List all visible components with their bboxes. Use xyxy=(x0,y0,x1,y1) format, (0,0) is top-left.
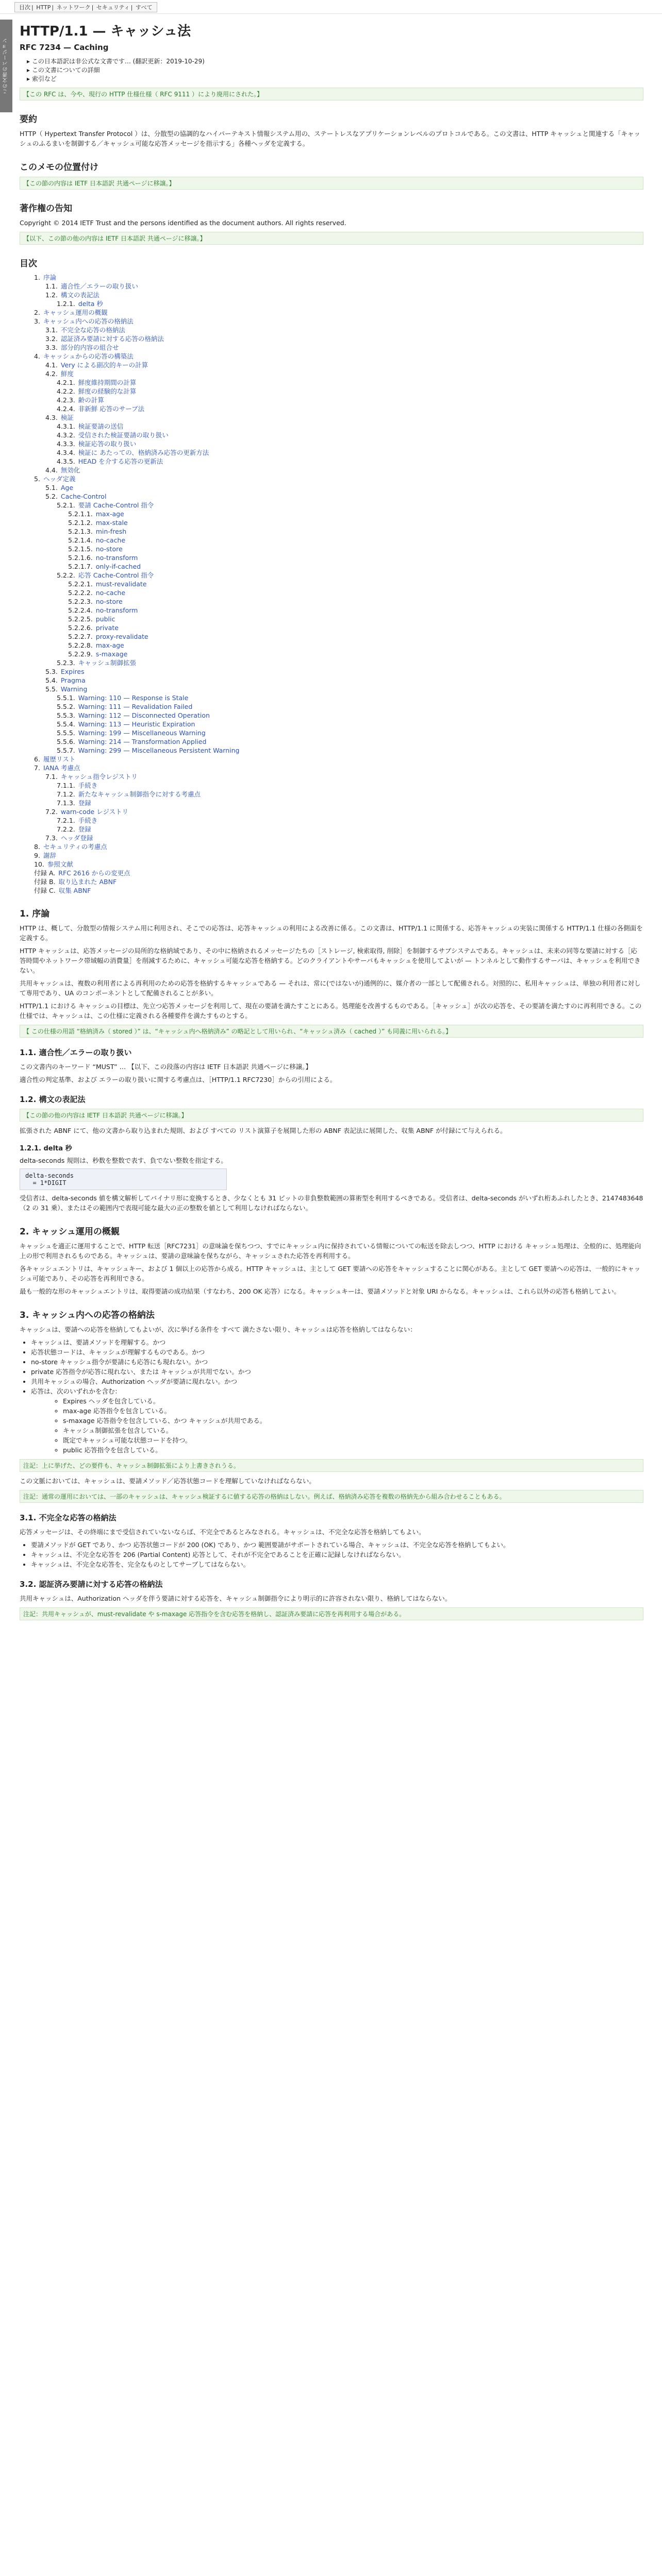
toc-link[interactable]: public xyxy=(95,615,115,623)
toc-number: 5.2.1.5. xyxy=(68,545,93,553)
s31-list xyxy=(31,1540,643,1569)
s121-p: delta-seconds 規則は、秒数を整数で表す、負でない整数を指定する。 xyxy=(20,1157,227,1164)
toc-number: 3.2. xyxy=(45,335,58,343)
toc-item[interactable] xyxy=(20,282,643,291)
s32-heading: 3.2. 認証済み要請に対する応答の格納法 xyxy=(20,1580,163,1589)
toc-item[interactable] xyxy=(20,667,643,676)
toc-item[interactable] xyxy=(20,518,643,527)
toc-item[interactable] xyxy=(20,772,643,781)
toc-number: 10. xyxy=(34,860,44,868)
toc-number: 5.2.2.6. xyxy=(68,624,93,632)
toc-link[interactable]: 認証済み要請に対する応答の格納法 xyxy=(60,335,164,343)
s32-note: 注記：共用キャッシュが、must-revalidate や s-maxage 応答指令を含む応答を格納し、認証済み要請に応答を再利用する場合がある。 xyxy=(20,1607,643,1620)
toc-item[interactable] xyxy=(20,343,643,352)
toc-number: 8. xyxy=(34,843,40,851)
toc-item[interactable] xyxy=(20,334,643,343)
list-item: • 要請メソッドが GET であり、かつ 応答状態コードが 200 (OK) であり、かつ 範囲要請がサポートされている場合、キャッシュは、不完全な応答を格納してもよい。 xyxy=(31,1540,643,1550)
toc-item[interactable] xyxy=(20,615,643,623)
toc-link[interactable]: 構文の表記法 xyxy=(60,291,100,299)
toc-item[interactable] xyxy=(20,545,643,553)
toc-item[interactable] xyxy=(20,413,643,422)
toc-link[interactable]: Warning: 113 — Heuristic Expiration xyxy=(78,720,195,728)
toc-number: 5.5.1. xyxy=(57,694,75,702)
toc-link[interactable]: 新たなキャッシュ制御指令に対する考慮点 xyxy=(78,790,201,798)
abstract-heading: 要約 xyxy=(20,114,37,125)
toc-item[interactable] xyxy=(20,781,643,790)
toc-link[interactable]: ヘッダ登録 xyxy=(60,834,93,842)
toc-number: 3.3. xyxy=(45,344,58,351)
toc-number: 5.5.4. xyxy=(57,720,75,728)
toc-item[interactable] xyxy=(20,378,643,387)
toc-heading: 目次 xyxy=(20,259,37,269)
toc-item[interactable] xyxy=(20,711,643,720)
toc-item[interactable] xyxy=(20,536,643,545)
toc-item[interactable] xyxy=(20,501,643,510)
toc-item[interactable] xyxy=(20,869,643,877)
s12-note: 【この節の他の内容は IETF 日本語訳 共通ページに移譲。】 xyxy=(20,1109,643,1122)
toc-number: 4.4. xyxy=(45,466,58,474)
toc-link[interactable]: max-age xyxy=(95,510,124,518)
toc-number: 5.2.1. xyxy=(57,501,75,509)
s1-p3: 共用キャッシュは、複数の利用者による再利用のための応答を格納するキャッシュである — それは、常に(ではないが)通例的に、媒介者の一部として配備される。対照的に、私用キャッシュは、単独の利用者に対して専用であり、UA のコンポーネントとして配備されることが多い。 xyxy=(20,979,641,997)
toc-number: 5.2.2.5. xyxy=(68,615,93,623)
toc-number: 5.5.3. xyxy=(57,711,75,719)
toc-item[interactable] xyxy=(20,606,643,615)
toc-number: 4.3. xyxy=(45,414,58,421)
toc-link[interactable]: 検証 xyxy=(60,414,74,421)
toc-number: 1.2.1. xyxy=(57,300,75,308)
toc-item[interactable] xyxy=(20,834,643,842)
s3-p2: この文脈においては、キャッシュは、要請メソッド／応答状態コードを理解していなければならない。 xyxy=(20,1477,316,1485)
toc-link[interactable]: must-revalidate xyxy=(95,580,147,588)
s1-p2: HTTP キャッシュは、応答メッセージの局所的な格納域であり、その中に格納されるメッセージたちの［ストレージ, 検索取得, 削除］を制御するサブシステムである。キャッシュは、未来の同等な要請に対する［応答時間やネットワーク帯域幅の消費量］を削減するために、キャッシュ可能な応答を格納する。どのクライアントやサーバもキャッシュを使用してよいが — トンネルとして動作するサーバは、キャッシュを利用できない。 xyxy=(20,947,641,974)
list-item: • 応答状態コードは、キャッシュが理解するものである。かつ xyxy=(31,1347,643,1357)
toc-link[interactable]: Warning: 299 — Miscellaneous Persistent Warning xyxy=(78,747,240,754)
table-of-contents xyxy=(20,273,643,895)
toc-link[interactable]: 検証に あたっての、格納済み応答の更新方法 xyxy=(78,449,209,456)
toc-number: 5.2.2.7. xyxy=(68,633,93,640)
toc-number: 5.2.3. xyxy=(57,659,75,667)
abnf-block: delta-seconds = 1*DIGIT xyxy=(20,1168,227,1190)
toc-number: 5.2.1.3. xyxy=(68,528,93,535)
toc-link[interactable]: キャッシュ指令レジストリ xyxy=(60,773,138,781)
toc-item[interactable] xyxy=(20,352,643,361)
toc-item[interactable] xyxy=(20,764,643,772)
toc-link[interactable]: 非新鮮 応答のサーブ法 xyxy=(78,405,145,413)
toc-item[interactable] xyxy=(20,860,643,869)
list-item: • キャッシュは、不完全な応答を 206 (Partial Content) 応答として、それが不完全であることを正確に記録しなければならない。 xyxy=(31,1550,643,1560)
toc-link[interactable]: Warning: 112 — Disconnected Operation xyxy=(78,711,210,719)
list-item: ◦ max-age 応答指令を包含している。 xyxy=(63,1406,643,1416)
toc-number: 4.2. xyxy=(45,370,58,378)
toc-number: 5.2.1.1. xyxy=(68,510,93,518)
toc-item[interactable] xyxy=(20,492,643,501)
toc-link[interactable]: Expires xyxy=(60,668,85,675)
list-item: • キャッシュは、不完全な応答を、完全なものとしてサーブしてはならない。 xyxy=(31,1560,643,1569)
toc-item[interactable] xyxy=(20,457,643,466)
toc-number: 5.5.2. xyxy=(57,703,75,710)
toc-link[interactable]: 適合性／エラーの取り扱い xyxy=(60,282,138,290)
meta-translation[interactable]: ▸ この日本語訳は非公式な文書です… (翻訳更新：2019-10-29) xyxy=(27,58,205,65)
page-subtitle: RFC 7234 — Caching xyxy=(20,43,109,52)
s32-p: 共用キャッシュは、Authorization ヘッダを伴う要請に対する応答を、キャッシュ制御指令により明示的に許容されない限り、格納してはならない。 xyxy=(20,1595,452,1602)
toc-link[interactable]: 部分的内容の組合せ xyxy=(60,344,119,351)
toc-item[interactable] xyxy=(20,632,643,641)
toc-link[interactable]: no-store xyxy=(95,598,123,605)
toc-number: 7.1.3. xyxy=(57,799,75,807)
toc-number: 1.2. xyxy=(45,291,58,299)
toc-item[interactable] xyxy=(20,799,643,807)
toc-item[interactable] xyxy=(20,422,643,431)
toc-link[interactable]: ヘッダ定義 xyxy=(43,475,76,483)
toc-number: 5.2. xyxy=(45,493,58,500)
s3-p: キャッシュは、要請への応答を格納してもよいが、次に挙げる条件を すべて 満たさない限り、キャッシュは応答を格納してはならない： xyxy=(20,1326,417,1333)
list-item: • 共用キャッシュの場合、Authorization ヘッダが要請に現れない。かつ xyxy=(31,1377,643,1386)
toc-number: 7.1. xyxy=(45,773,58,781)
toc-number: 9. xyxy=(34,852,40,859)
toc-item[interactable] xyxy=(20,291,643,299)
toc-number: 4.2.1. xyxy=(57,379,75,386)
toc-link[interactable]: 不完全な応答の格納法 xyxy=(60,326,125,334)
toc-number: 5.2.2.9. xyxy=(68,650,93,658)
toc-item[interactable] xyxy=(20,474,643,483)
toc-number: 4.3.1. xyxy=(57,422,75,430)
toc-link[interactable]: Cache-Control xyxy=(60,493,107,500)
toc-item[interactable] xyxy=(20,816,643,825)
toc-number: 5.2.1.6. xyxy=(68,554,93,562)
toc-number: 5.2.2.3. xyxy=(68,598,93,605)
meta-index[interactable]: ▸ 索引など xyxy=(27,75,57,82)
toc-link[interactable]: キャッシュからの応答の構築法 xyxy=(43,352,134,360)
toc-number: 7.1.1. xyxy=(57,782,75,789)
toc-link[interactable]: no-cache xyxy=(95,536,126,544)
toc-link[interactable]: no-cache xyxy=(95,589,126,597)
toc-link[interactable]: no-transform xyxy=(95,554,138,562)
toc-number: 1. xyxy=(34,274,40,281)
toc-item[interactable] xyxy=(20,685,643,693)
toc-link[interactable]: only-if-cached xyxy=(95,563,141,570)
toc-item[interactable] xyxy=(20,650,643,658)
top-nav xyxy=(0,0,662,14)
toc-number: 5. xyxy=(34,475,40,483)
s12-p: 拡張された ABNF にて、他の文書から取り込まれた規則、および すべての リスト演算子を展開した形の ABNF 表記法に展開した、収集 ABNF が付録にて与えられる。 xyxy=(20,1127,507,1134)
s121-heading: 1.2.1. delta 秒 xyxy=(20,1145,72,1153)
toc-number: 5.5.5. xyxy=(57,729,75,737)
toc-item[interactable] xyxy=(20,326,643,334)
toc-item[interactable] xyxy=(20,387,643,396)
s1-note: 【 この仕様の用語 “格納済み（ stored ）” は、“キャッシュ内へ格納済み” の略記として用いられ、“キャッシュ済み（ cached ）” も同義に用いられる。】 xyxy=(20,1025,643,1038)
toc-link[interactable]: RFC 2616 からの変更点 xyxy=(58,869,130,877)
toc-number: 付録 B. xyxy=(34,878,56,886)
toc-link[interactable]: 齢の計算 xyxy=(78,396,104,404)
toc-number: 4.2.4. xyxy=(57,405,75,413)
toc-number: 4.1. xyxy=(45,361,58,369)
toc-number: 4.3.5. xyxy=(57,457,75,465)
toc-link[interactable]: IANA 考慮点 xyxy=(43,764,80,772)
toc-link[interactable]: 鮮度維持期間の計算 xyxy=(78,379,137,386)
crumb-all[interactable]: すべて xyxy=(135,4,153,11)
toc-number: 4.2.3. xyxy=(57,396,75,404)
toc-item[interactable] xyxy=(20,658,643,667)
toc-link[interactable]: 登録 xyxy=(78,825,91,833)
toc-item[interactable] xyxy=(20,369,643,378)
toc-item[interactable] xyxy=(20,439,643,448)
copyright-note: 【以下、この節の他の内容は IETF 日本語訳 共通ページに移譲。】 xyxy=(20,232,643,245)
s121-p2: 受信者は、delta-seconds 値を構文解析してバイナリ形に変換するとき、少なくとも 31 ビットの非負整数範囲の算術型を利用するべきである。受信者は、delta-seconds がいずれ桁あふれしたとき、2147483648（2 の 31 乗）、またはその範囲内で表現可能な最大の正の整数を値として利用しなければならない。 xyxy=(20,1194,643,1212)
toc-number: 2. xyxy=(34,309,40,316)
toc-number: 4.3.2. xyxy=(57,431,75,439)
toc-number: 5.5. xyxy=(45,685,58,693)
toc-link[interactable]: Warning: 111 — Revalidation Failed xyxy=(78,703,193,710)
list-item: ◦ キャッシュ制御拡張を包含している。 xyxy=(63,1426,643,1435)
toc-number: 7.2.1. xyxy=(57,817,75,824)
toc-number: 3. xyxy=(34,317,40,325)
s3-note2: 注記：通常の運用においては、一部のキャッシュは、キャッシュ検証するに値する応答の格納はしない。例えば、格納済み応答を複数の格納先から組み合わせることもある。 xyxy=(20,1490,643,1503)
toc-item[interactable] xyxy=(20,676,643,685)
meta-details[interactable]: ▸ この文書についての詳細 xyxy=(27,66,100,74)
toc-link[interactable]: Age xyxy=(60,484,74,492)
toc-item[interactable] xyxy=(20,790,643,799)
toc-item[interactable] xyxy=(20,702,643,711)
toc-item[interactable] xyxy=(20,737,643,746)
toc-link[interactable]: delta 秒 xyxy=(78,300,103,308)
toc-item[interactable] xyxy=(20,396,643,404)
breadcrumb[interactable]: 目次 | HTTP | ネットワーク | セキュリティ | すべて xyxy=(14,2,157,12)
toc-link[interactable]: no-transform xyxy=(95,606,138,614)
toc-link[interactable]: 手続き xyxy=(78,817,98,824)
toc-number: 5.2.2.1. xyxy=(68,580,93,588)
toc-link[interactable]: 検証要請の送信 xyxy=(78,422,124,430)
list-item: • no-store キャッシュ指令が要請にも応答にも現れない。かつ xyxy=(31,1357,643,1367)
toc-number: 5.1. xyxy=(45,484,58,492)
s3-list xyxy=(31,1337,643,1455)
toc-item[interactable] xyxy=(20,728,643,737)
toc-item[interactable] xyxy=(20,299,643,308)
toc-number: 5.2.2.4. xyxy=(68,606,93,614)
toc-link[interactable]: 登録 xyxy=(78,799,91,807)
page-title: HTTP/1.1 — キャッシュ法 xyxy=(20,24,191,39)
toc-item[interactable] xyxy=(20,448,643,457)
toc-number: 4.3.3. xyxy=(57,440,75,448)
toc-number: 6. xyxy=(34,755,40,763)
list-item: • 応答は、次のいずれかを含む： xyxy=(31,1386,643,1396)
list-item: • キャッシュは、要請メソッドを理解する。かつ xyxy=(31,1337,643,1347)
toc-number: 5.5.6. xyxy=(57,738,75,745)
toc-item[interactable] xyxy=(20,361,643,369)
toc-number: 付録 C. xyxy=(34,887,56,894)
toc-link[interactable]: 序論 xyxy=(43,274,56,281)
toc-link[interactable]: キャッシュ運用の概観 xyxy=(43,309,108,316)
toc-link[interactable]: Warning: 110 — Response is Stale xyxy=(78,694,189,702)
toc-number: 4. xyxy=(34,352,40,360)
toc-item[interactable] xyxy=(20,623,643,632)
s3-note: 注記：上に挙げた、どの要件も、キャッシュ制御拡張により上書きされうる。 xyxy=(20,1459,643,1472)
toc-item[interactable] xyxy=(20,466,643,474)
toc-number: 4.3.4. xyxy=(57,449,75,456)
toc-number: 5.2.1.4. xyxy=(68,536,93,544)
s11-p: この文書内のキーワード “MUST” … 【以下、この段落の内容は IETF 日本語訳 共通ページに移譲。】 xyxy=(20,1063,312,1071)
s2-heading: 2. キャッシュ運用の概観 xyxy=(20,1227,120,1237)
toc-item[interactable] xyxy=(20,886,643,895)
toc-item[interactable] xyxy=(20,641,643,650)
toc-number: 3.1. xyxy=(45,326,58,334)
s1-p4: HTTP/1.1 における キャッシュの目標は、先立つ応答メッセージを利用して、現在の要請を満たすことにある。処理能を改善するものである。［キャッシュ］が次の応答を、その要請を満たすのに再利用できる。この仕様では、キャッシュは、この仕様に定義される各種要件を満たすものとする。 xyxy=(20,1002,642,1020)
toc-item[interactable] xyxy=(20,693,643,702)
toc-link[interactable]: Warning: 199 — Miscellaneous Warning xyxy=(78,729,206,737)
s12-heading: 1.2. 構文の表記法 xyxy=(20,1095,86,1104)
toc-link[interactable]: 鮮度の経験的な計算 xyxy=(78,387,137,395)
toc-number: 5.2.2.8. xyxy=(68,641,93,649)
toc-item[interactable] xyxy=(20,510,643,518)
toc-number: 5.5.7. xyxy=(57,747,75,754)
crumb-network[interactable]: ネットワーク xyxy=(56,4,91,11)
toc-item[interactable] xyxy=(20,580,643,588)
toc-item[interactable] xyxy=(20,308,643,317)
list-item: ◦ Expires ヘッダを包含している。 xyxy=(63,1396,643,1406)
document xyxy=(20,21,643,1624)
toc-number: 5.3. xyxy=(45,668,58,675)
list-item: ◦ s-maxage 応答指令を包含している、かつ キャッシュが共用である。 xyxy=(63,1416,643,1426)
toc-link[interactable]: 鮮度 xyxy=(60,370,74,378)
toc-number: 7.2.2. xyxy=(57,825,75,833)
abstract-text: HTTP（ Hypertext Transfer Protocol ）は、分散型の協調的なハイパーテキスト情報システム用の、ステートレスなアプリケーションレベルのプロトコルである。この文書は、HTTP キャッシュと関連する「キャッシュのふるまいを制御する／キャッシュ可能な応答メッセージを指示する」各種ヘッダを定義する。 xyxy=(20,130,641,147)
list-item: ◦ 既定でキャッシュ可能な状態コードを持つ。 xyxy=(63,1435,643,1445)
s2-p2: 各キャッシュエントリは、キャッシュキー、および 1 個以上の応答から成る。HTTP キャッシュは、主として GET 要請への応答をキャッシュすることに関心がある。主として GET 要請への応答は、一般的にキャッシュ可能であり、その応答を再利用できる。 xyxy=(20,1265,641,1282)
toc-link[interactable]: 受信された検証要請の取り扱い xyxy=(78,431,169,439)
copyright-heading: 著作権の告知 xyxy=(20,204,72,214)
s31-heading: 3.1. 不完全な応答の格納法 xyxy=(20,1513,117,1522)
toc-number: 7.2. xyxy=(45,808,58,816)
toc-item[interactable] xyxy=(20,571,643,580)
toc-link[interactable]: 履歴リスト xyxy=(43,755,76,763)
status-heading: このメモの位置付け xyxy=(20,162,98,173)
toc-number: 7.1.2. xyxy=(57,790,75,798)
toc-link[interactable]: 無効化 xyxy=(60,466,80,474)
toc-link[interactable]: HEAD を介する応答の更新法 xyxy=(78,457,163,465)
s3-heading: 3. キャッシュ内への応答の格納法 xyxy=(20,1310,155,1320)
toc-item[interactable] xyxy=(20,317,643,326)
toc-item[interactable] xyxy=(20,720,643,728)
toc-item[interactable] xyxy=(20,404,643,413)
toc-link[interactable]: 応答 Cache-Control 指令 xyxy=(78,571,154,579)
toc-item[interactable] xyxy=(20,877,643,886)
toc-item[interactable] xyxy=(20,562,643,571)
toc-link[interactable]: proxy-revalidate xyxy=(95,633,148,640)
toc-link[interactable]: max-age xyxy=(95,641,124,649)
toc-link[interactable]: s-maxage xyxy=(95,650,128,658)
meta-list xyxy=(27,57,643,83)
toc-number: 7. xyxy=(34,764,40,772)
toc-number: 5.4. xyxy=(45,676,58,684)
toc-link[interactable]: Warning: 214 — Transformation Applied xyxy=(78,738,207,745)
status-note: 【この節の内容は IETF 日本語訳 共通ページに移譲。】 xyxy=(20,177,643,190)
toc-number: 5.2.1.7. xyxy=(68,563,93,570)
crumb-security[interactable]: セキュリティ xyxy=(96,4,130,11)
s1-heading: 1. 序論 xyxy=(20,909,50,919)
toc-item[interactable] xyxy=(20,825,643,834)
toc-link[interactable]: Warning xyxy=(60,685,88,693)
toc-item[interactable] xyxy=(20,483,643,492)
toc-link[interactable]: セキュリティの考慮点 xyxy=(43,843,107,851)
toc-number: 1.1. xyxy=(45,282,58,290)
toc-link[interactable]: no-store xyxy=(95,545,123,553)
toc-number: 7.3. xyxy=(45,834,58,842)
toc-item[interactable] xyxy=(20,597,643,606)
s31-p: 応答メッセージは、その終端にまで受信されていないならば、不完全であるとみなされる。キャッシュは、不完全な応答を格納してもよい。 xyxy=(20,1528,425,1536)
toc-item[interactable] xyxy=(20,842,643,851)
toc-item[interactable] xyxy=(20,851,643,860)
copyright-text: Copyright © 2014 IETF Trust and the persons identified as the document authors. All rights reserved. xyxy=(20,219,346,227)
toc-link[interactable]: private xyxy=(95,624,119,632)
list-item: • private 応答指令が応答に現れない、または キャッシュが共用でない。かつ xyxy=(31,1367,643,1377)
toc-link[interactable]: 要請 Cache-Control 指令 xyxy=(78,501,154,509)
toc-link[interactable]: Pragma xyxy=(60,676,86,684)
toc-item[interactable] xyxy=(20,431,643,439)
s11-p2: 適合性の判定基準、および エラーの取り扱いに関する考慮点は、［HTTP/1.1 RFC7230］からの引用による。 xyxy=(20,1076,337,1083)
toc-number: 5.2.2.2. xyxy=(68,589,93,597)
toc-link[interactable]: warn-code レジストリ xyxy=(60,808,129,816)
crumb-toc[interactable]: 目次 xyxy=(19,4,30,11)
toc-link[interactable]: 手続き xyxy=(78,782,98,789)
s11-heading: 1.1. 適合性／エラーの取り扱い xyxy=(20,1048,132,1057)
toc-link[interactable]: キャッシュ制御拡張 xyxy=(78,659,137,667)
toc-number: 5.2.2. xyxy=(57,571,75,579)
toc-item[interactable] xyxy=(20,755,643,764)
s2-p3: 最も一般的な形のキャッシュエントリは、取得要請の成功結果（すなわち、200 OK 応答）になる。キャッシュキーは、要請メソッドと対象 URI からなる。キャッシュは、これら以外の応答も格納してよい。 xyxy=(20,1287,621,1295)
toc-number: 5.2.1.2. xyxy=(68,519,93,527)
crumb-http[interactable]: HTTP xyxy=(36,4,51,11)
obsolete-note: 【この RFC は、今や、現行の HTTP 仕様仕様（ RFC 9111 ）により廃用にされた。】 xyxy=(20,88,643,100)
toc-number: 4.2.2. xyxy=(57,387,75,395)
s2-p1: キャッシュを適正に運用することで、HTTP 転送［RFC7231］の意味論を保ちつつ、すでにキャッシュ内に保持されている情報についての転送を除去しつつ、HTTP における キャッシュ処理は、全般的に、処理能向上の形で利用されるものである。キャッシュは、要請の意味論を保ちながら、キャッシュされた応答を再利用する。 xyxy=(20,1242,641,1260)
toc-item[interactable] xyxy=(20,746,643,755)
toc-item[interactable] xyxy=(20,553,643,562)
toc-item[interactable] xyxy=(20,588,643,597)
toc-item[interactable] xyxy=(20,527,643,536)
toc-link[interactable]: max-stale xyxy=(95,519,128,527)
toc-link[interactable]: Very による副次的キーの計算 xyxy=(60,361,148,369)
toc-item[interactable] xyxy=(20,807,643,816)
s1-p1: HTTP は、概して、分散型の情報システム用に利用され、そこでの応答は、応答キャッシュの利用による改善に係る。この文書は、HTTP/1.1 に関係する、応答キャッシュの実装に関係する HTTP/1.1 仕様の各側面を定義する。 xyxy=(20,924,643,942)
toc-link[interactable]: min-fresh xyxy=(95,528,127,535)
list-item: ◦ public 応答指令を包含している。 xyxy=(63,1445,643,1455)
toc-link[interactable]: 検証応答の取り扱い xyxy=(78,440,137,448)
version-side-tab[interactable]: この文書のバージョン xyxy=(0,20,12,112)
toc-number: 付録 A. xyxy=(34,869,56,877)
toc-link[interactable]: 収集 ABNF xyxy=(58,887,91,894)
toc-item[interactable] xyxy=(20,273,643,282)
toc-link[interactable]: 取り込まれた ABNF xyxy=(58,878,117,886)
toc-link[interactable]: 謝辞 xyxy=(43,852,56,859)
toc-link[interactable]: 参照文献 xyxy=(47,860,73,868)
toc-link[interactable]: キャッシュ内への応答の格納法 xyxy=(43,317,134,325)
